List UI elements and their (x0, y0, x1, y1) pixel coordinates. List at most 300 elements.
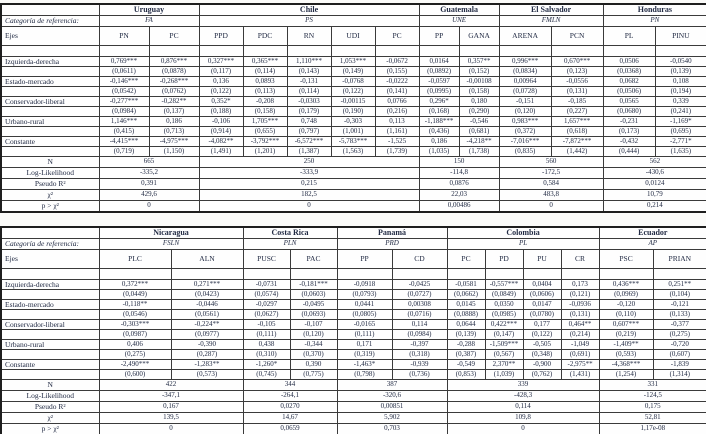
coefficient-cell: -0,288 (447, 340, 485, 350)
coefficient-cell: -0,105 (243, 320, 290, 330)
coefficient-cell: -5,783*** (331, 137, 375, 147)
coefficient-cell: -0,224** (171, 320, 243, 330)
coefficient-cell: -0,146*** (99, 77, 149, 87)
standard-error-cell: (0,0542) (99, 87, 149, 97)
coefficient-cell: 0,0164 (419, 57, 459, 67)
coefficient-cell: -2,771* (655, 137, 706, 147)
party-header: GANA (459, 27, 499, 46)
standard-error-cell: (0,290) (459, 107, 499, 117)
stat-value-cell: 10,79 (603, 190, 706, 201)
coefficient-cell: -7,016*** (499, 137, 551, 147)
stat-value-cell: 22,03 (419, 190, 499, 201)
country-header: El Salvador (499, 4, 603, 16)
coefficient-cell: -0,505 (523, 340, 561, 350)
coefficient-cell: -1,839 (653, 360, 706, 370)
coefficient-cell: 0,296* (419, 97, 459, 107)
stat-value-cell: 52,81 (599, 413, 706, 424)
standard-error-cell: (0,133) (653, 310, 706, 320)
coefficient-cell: 1,146*** (99, 117, 149, 127)
stat-value-cell: 483,8 (499, 190, 603, 201)
table-row (1, 320, 706, 330)
standard-error-cell: (0,158) (459, 87, 499, 97)
stat-value-cell: -124,5 (599, 391, 706, 402)
stat-value-cell: 387 (337, 380, 447, 391)
stat-value-cell: 182,5 (199, 190, 419, 201)
spacer-cell (392, 269, 447, 280)
table-row (1, 46, 706, 57)
table-row (1, 391, 706, 402)
table-row (1, 360, 706, 370)
coefficient-cell: 0,436*** (599, 280, 653, 290)
standard-error-cell: (0,0506) (603, 87, 655, 97)
coefficient-cell: -0,0936 (561, 300, 599, 310)
table-row (1, 269, 706, 280)
stat-value-cell: 0,0270 (243, 402, 337, 413)
coefficient-cell: 0,0350 (485, 300, 523, 310)
standard-error-cell: (1,201) (243, 147, 287, 157)
spacer-cell (1, 46, 99, 57)
standard-error-cell: (0,117) (199, 67, 243, 77)
coefficient-cell: -0,0918 (337, 280, 392, 290)
standard-error-cell: (0,372) (499, 127, 551, 137)
coefficient-cell: -4,218** (459, 137, 499, 147)
coefficient-cell: -0,106 (199, 117, 243, 127)
table-row (1, 168, 706, 179)
standard-error-cell: (0,0762) (149, 87, 199, 97)
standard-error-cell: (0,110) (599, 310, 653, 320)
standard-error-cell: (0,695) (655, 127, 706, 137)
stat-value-cell: 0,0124 (603, 179, 706, 190)
spacer-cell (459, 46, 499, 57)
table-row (1, 290, 706, 300)
reference-party: PN (603, 16, 706, 27)
reference-party: UNE (419, 16, 499, 27)
standard-error-cell: (1,001) (331, 127, 375, 137)
table-row (1, 239, 706, 250)
party-header: PLC (99, 250, 171, 269)
coefficient-cell: 0,670*** (551, 57, 603, 67)
stat-value-cell: 562 (603, 157, 706, 168)
stat-value-cell: 0 (99, 424, 243, 434)
coefficient-cell: -0,344 (290, 340, 337, 350)
standard-error-cell: (0,0987) (99, 330, 171, 340)
table-row (1, 350, 706, 360)
standard-error-cell: (0,0849) (485, 290, 523, 300)
coefficient-cell: -0,118** (99, 300, 171, 310)
coefficient-cell: 0,177 (523, 320, 561, 330)
standard-error-cell: (0,0793) (337, 290, 392, 300)
stat-value-cell: 560 (499, 157, 603, 168)
spacer-cell (485, 269, 523, 280)
reference-party: AP (599, 239, 706, 250)
spacer-cell (561, 269, 599, 280)
standard-error-cell: (1,491) (199, 147, 243, 157)
standard-error-cell: (0,0995) (419, 87, 459, 97)
table-row (1, 67, 706, 77)
standard-error-cell: (0,121) (561, 290, 599, 300)
coefficient-cell: -0,397 (392, 340, 447, 350)
stat-value-cell: 139,5 (99, 413, 243, 424)
stat-value-cell: 344 (243, 380, 337, 391)
standard-error-cell: (0,573) (171, 370, 243, 380)
coefficient-cell: -0,0446 (171, 300, 243, 310)
variable-label: Estado-mercado (1, 300, 99, 310)
variable-label: Urbano-rural (1, 340, 99, 350)
standard-error-cell: (0,0368) (603, 67, 655, 77)
coefficient-cell: 0,390 (290, 360, 337, 370)
standard-error-cell: (0,143) (287, 67, 331, 77)
standard-error-cell: (1,738) (459, 147, 499, 157)
standard-error-cell: (0,188) (199, 107, 243, 117)
coefficient-cell: -2,975** (561, 360, 599, 370)
standard-error-cell: (1,161) (375, 127, 419, 137)
party-header: CR (561, 250, 599, 269)
standard-error-cell: (0,0662) (447, 290, 485, 300)
stat-label: Pseudo R² (1, 402, 99, 413)
stat-value-cell: 0,584 (499, 179, 603, 190)
country-header: Ecuador (599, 227, 706, 239)
standard-error-cell: (1,739) (375, 147, 419, 157)
table-row (1, 413, 706, 424)
party-header: ALN (171, 250, 243, 269)
coefficient-cell: -0,303 (331, 117, 375, 127)
standard-error-cell: (0,593) (599, 350, 653, 360)
coefficient-cell: -0,549 (447, 360, 485, 370)
stat-label: χ² (1, 413, 99, 424)
table-row (1, 424, 706, 434)
stat-value-cell: 109,8 (447, 413, 599, 424)
coefficient-cell: 0,996*** (499, 57, 551, 67)
standard-error-cell: (0,436) (419, 127, 459, 137)
standard-error-cell: (0,0561) (171, 310, 243, 320)
coefficient-cell: 0,748 (287, 117, 331, 127)
standard-error-cell: (0,762) (523, 370, 561, 380)
table-row (1, 16, 706, 27)
stat-label: p > χ² (1, 424, 99, 434)
reference-party: PRD (337, 239, 447, 250)
coefficient-cell: 0,422*** (485, 320, 523, 330)
coefficient-cell: 0,136 (199, 77, 243, 87)
coefficient-cell: -0,0425 (392, 280, 447, 290)
table-row (1, 280, 706, 290)
coefficient-cell: 0,180 (459, 97, 499, 107)
se-label-cell (1, 310, 99, 320)
standard-error-cell: (0,736) (392, 370, 447, 380)
coefficient-cell: 0,0565 (603, 97, 655, 107)
se-label-cell (1, 330, 99, 340)
standard-error-cell: (0,0603) (290, 290, 337, 300)
stat-value-cell: -320,6 (337, 391, 447, 402)
se-label-cell (1, 87, 99, 97)
variable-label: Estado-mercado (1, 77, 99, 87)
stat-label: Log-Likelihood (1, 168, 99, 179)
standard-error-cell: (0,173) (603, 127, 655, 137)
coefficient-cell: -4,975*** (149, 137, 199, 147)
stat-value-cell: -264,1 (243, 391, 337, 402)
standard-error-cell: (0,0693) (290, 310, 337, 320)
variable-label: Constante (1, 137, 99, 147)
standard-error-cell: (0,415) (99, 127, 149, 137)
spacer-cell (290, 269, 337, 280)
standard-error-cell: (0,0985) (485, 310, 523, 320)
reference-party: PL (447, 239, 599, 250)
standard-error-cell: (1,150) (149, 147, 199, 157)
coefficient-cell: -0,0297 (243, 300, 290, 310)
standard-error-cell: (0,0805) (337, 310, 392, 320)
standard-error-cell: (0,310) (243, 350, 290, 360)
reference-party: FA (99, 16, 199, 27)
spacer-cell (243, 46, 287, 57)
stat-value-cell: 0 (99, 201, 199, 213)
coefficient-cell: -3,792*** (243, 137, 287, 147)
standard-error-cell: (0,607) (653, 350, 706, 360)
standard-error-cell: (0,139) (655, 67, 706, 77)
party-header: PN (99, 27, 149, 46)
standard-error-cell: (0,0984) (392, 330, 447, 340)
standard-error-cell: (0,190) (331, 107, 375, 117)
party-header: PRIAN (653, 250, 706, 269)
standard-error-cell: (0,141) (375, 87, 419, 97)
stat-value-cell: 422 (99, 380, 243, 391)
party-header: PP (337, 250, 392, 269)
spacer-cell (1, 269, 99, 280)
spacer-cell (653, 269, 706, 280)
coefficient-cell: 0,357** (459, 57, 499, 67)
reference-row-label: Categoría de referencia: (1, 239, 99, 250)
stat-label: p > χ² (1, 201, 99, 213)
stat-value-cell: 250 (199, 157, 419, 168)
stat-value-cell: 665 (99, 157, 199, 168)
coefficient-cell: -0,00115 (331, 97, 375, 107)
stat-value-cell: -428,3 (447, 391, 599, 402)
stat-value-cell: 0,215 (199, 179, 419, 190)
standard-error-cell: (0,158) (243, 107, 287, 117)
coefficient-cell: 0,0682 (603, 77, 655, 87)
standard-error-cell: (0,122) (523, 330, 561, 340)
standard-error-cell: (0,0423) (171, 290, 243, 300)
coefficient-cell: -0,120 (599, 300, 653, 310)
standard-error-cell: (0,149) (331, 67, 375, 77)
country-header: Uruguay (99, 4, 199, 16)
se-label-cell (1, 67, 99, 77)
country-header: Honduras (603, 4, 706, 16)
table-row (1, 370, 706, 380)
coefficient-cell: -0,546 (459, 117, 499, 127)
coefficient-cell: 0,271*** (171, 280, 243, 290)
party-header: PINU (655, 27, 706, 46)
coefficient-cell: -6,572*** (287, 137, 331, 147)
country-header: Panamá (337, 227, 447, 239)
stat-value-cell: -335,2 (99, 168, 199, 179)
table-row (1, 137, 706, 147)
coefficient-cell: -0,720 (653, 340, 706, 350)
coefficient-cell: -1,463* (337, 360, 392, 370)
coefficient-cell: 0,607*** (599, 320, 653, 330)
standard-error-cell: (0,567) (485, 350, 523, 360)
coefficient-cell: -0,277*** (99, 97, 149, 107)
party-header: PPD (199, 27, 243, 46)
standard-error-cell: (0,275) (653, 330, 706, 340)
ejes-label: Ejes (1, 250, 99, 269)
coefficient-cell: 0,339 (655, 97, 706, 107)
standard-error-cell: (0,655) (243, 127, 287, 137)
standard-error-cell: (0,0977) (171, 330, 243, 340)
standard-error-cell: (1,387) (287, 147, 331, 157)
coefficient-cell: -0,432 (603, 137, 655, 147)
standard-error-cell: (1,635) (655, 147, 706, 157)
coefficient-cell: 0,0766 (375, 97, 419, 107)
table-row (1, 107, 706, 117)
coefficient-cell: 0,00308 (392, 300, 447, 310)
table-row (1, 157, 706, 168)
coefficient-cell: -1,169* (655, 117, 706, 127)
stat-value-cell: -114,8 (419, 168, 499, 179)
coefficient-cell: -1,525 (375, 137, 419, 147)
coefficient-cell: 0,0506 (603, 57, 655, 67)
reference-party: PS (199, 16, 419, 27)
standard-error-cell: (0,0969) (599, 290, 653, 300)
coefficient-cell: 0,769*** (99, 57, 149, 67)
coefficient-cell: -0,0540 (655, 57, 706, 67)
standard-error-cell: (0,0878) (149, 67, 199, 77)
standard-error-cell: (1,314) (653, 370, 706, 380)
stat-value-cell: 0 (199, 201, 419, 213)
standard-error-cell: (0,0574) (243, 290, 290, 300)
standard-error-cell: (0,139) (447, 330, 485, 340)
spacer-cell (287, 46, 331, 57)
standard-error-cell: (0,0834) (499, 67, 551, 77)
coefficient-cell: -0,557*** (485, 280, 523, 290)
ejes-label: Ejes (1, 27, 99, 46)
table-row (1, 117, 706, 127)
country-header: Chile (199, 4, 419, 16)
standard-error-cell: (0,152) (459, 67, 499, 77)
standard-error-cell: (0,194) (655, 87, 706, 97)
coefficient-cell: 0,113 (375, 117, 419, 127)
coefficient-cell: 0,406 (99, 340, 171, 350)
variable-label: Urbano-rural (1, 117, 99, 127)
standard-error-cell: (0,0611) (99, 67, 149, 77)
coefficient-cell: 0,00964 (499, 77, 551, 87)
coefficient-cell: 0,186 (419, 137, 459, 147)
standard-error-cell: (0,387) (447, 350, 485, 360)
coefficient-cell: -0,282** (149, 97, 199, 107)
standard-error-cell: (0,318) (392, 350, 447, 360)
coefficient-cell: -0,181*** (290, 280, 337, 290)
coefficient-cell: 1,705*** (243, 117, 287, 127)
spacer-cell (199, 46, 243, 57)
standard-error-cell: (0,137) (149, 107, 199, 117)
standard-error-cell: (1,035) (419, 147, 459, 157)
corner-cell (1, 4, 99, 16)
stat-value-cell: 339 (447, 380, 599, 391)
coefficient-cell: -4,368*** (599, 360, 653, 370)
coefficient-cell: 0,108 (655, 77, 706, 87)
stat-label: N (1, 157, 99, 168)
stat-value-cell: 150 (419, 157, 499, 168)
coefficient-cell: -0,0165 (337, 320, 392, 330)
standard-error-cell: (0,0728) (499, 87, 551, 97)
stat-value-cell: 0,0659 (243, 424, 337, 434)
coefficient-cell: -2,490*** (99, 360, 171, 370)
coefficient-cell: 1,053*** (331, 57, 375, 67)
table-row (1, 402, 706, 413)
table-row (1, 250, 706, 269)
standard-error-cell: (0,214) (561, 330, 599, 340)
stat-label: N (1, 380, 99, 391)
country-header: Nicaragua (99, 227, 243, 239)
coefficient-cell: 2,370** (485, 360, 523, 370)
coefficient-cell: -0,939 (392, 360, 447, 370)
standard-error-cell: (0,122) (331, 87, 375, 97)
spacer-cell (447, 269, 485, 280)
coefficient-cell: 0,0404 (523, 280, 561, 290)
spacer-cell (337, 269, 392, 280)
standard-error-cell: (0,179) (287, 107, 331, 117)
standard-error-cell: (0,618) (551, 127, 603, 137)
standard-error-cell: (0,835) (499, 147, 551, 157)
table-row (1, 300, 706, 310)
stat-value-cell: 429,6 (99, 190, 199, 201)
spacer-cell (499, 46, 551, 57)
party-header: CD (392, 250, 447, 269)
party-header: PDC (243, 27, 287, 46)
standard-error-cell: (0,0780) (523, 310, 561, 320)
stat-value-cell: 0,114 (447, 402, 599, 413)
party-header: ARENA (499, 27, 551, 46)
standard-error-cell: (0,120) (499, 107, 551, 117)
coefficient-cell: -1,509*** (485, 340, 523, 350)
stat-value-cell: 0,0876 (419, 179, 499, 190)
standard-error-cell: (1,563) (331, 147, 375, 157)
standard-error-cell: (0,319) (337, 350, 392, 360)
standard-error-cell: (0,216) (375, 107, 419, 117)
table-row (1, 330, 706, 340)
coefficient-cell: -0,131 (287, 77, 331, 87)
stat-value-cell: 0 (447, 424, 599, 434)
standard-error-cell: (0,275) (99, 350, 171, 360)
spacer-cell (419, 46, 459, 57)
standard-error-cell: (0,0680) (603, 107, 655, 117)
party-header: PD (485, 250, 523, 269)
standard-error-cell: (1,442) (551, 147, 603, 157)
standard-error-cell: (0,114) (243, 67, 287, 77)
standard-error-cell: (0,745) (243, 370, 290, 380)
standard-error-cell: (0,0984) (99, 107, 149, 117)
coefficient-cell: -0,185 (551, 97, 603, 107)
party-header: PU (523, 250, 561, 269)
standard-error-cell: (0,0606) (523, 290, 561, 300)
party-header: RN (287, 27, 331, 46)
coefficient-cell: -4,082** (199, 137, 243, 147)
table-row (1, 4, 706, 16)
coefficient-cell: -1,049 (561, 340, 599, 350)
coefficient-cell: 0,327*** (199, 57, 243, 67)
coefficient-cell: 0,464** (561, 320, 599, 330)
party-header: PCN (551, 27, 603, 46)
standard-error-cell: (0,131) (551, 87, 603, 97)
coefficient-cell: 0,173 (561, 280, 599, 290)
stat-value-cell: 14,67 (243, 413, 337, 424)
reference-row-label: Categoría de referencia: (1, 16, 99, 27)
table-row (1, 179, 706, 190)
table-row (1, 227, 706, 239)
coefficient-cell: -7,872*** (551, 137, 603, 147)
coefficient-cell: 0,983*** (499, 117, 551, 127)
party-header: PP (419, 27, 459, 46)
spacer-cell (603, 46, 655, 57)
party-header: PC (149, 27, 199, 46)
